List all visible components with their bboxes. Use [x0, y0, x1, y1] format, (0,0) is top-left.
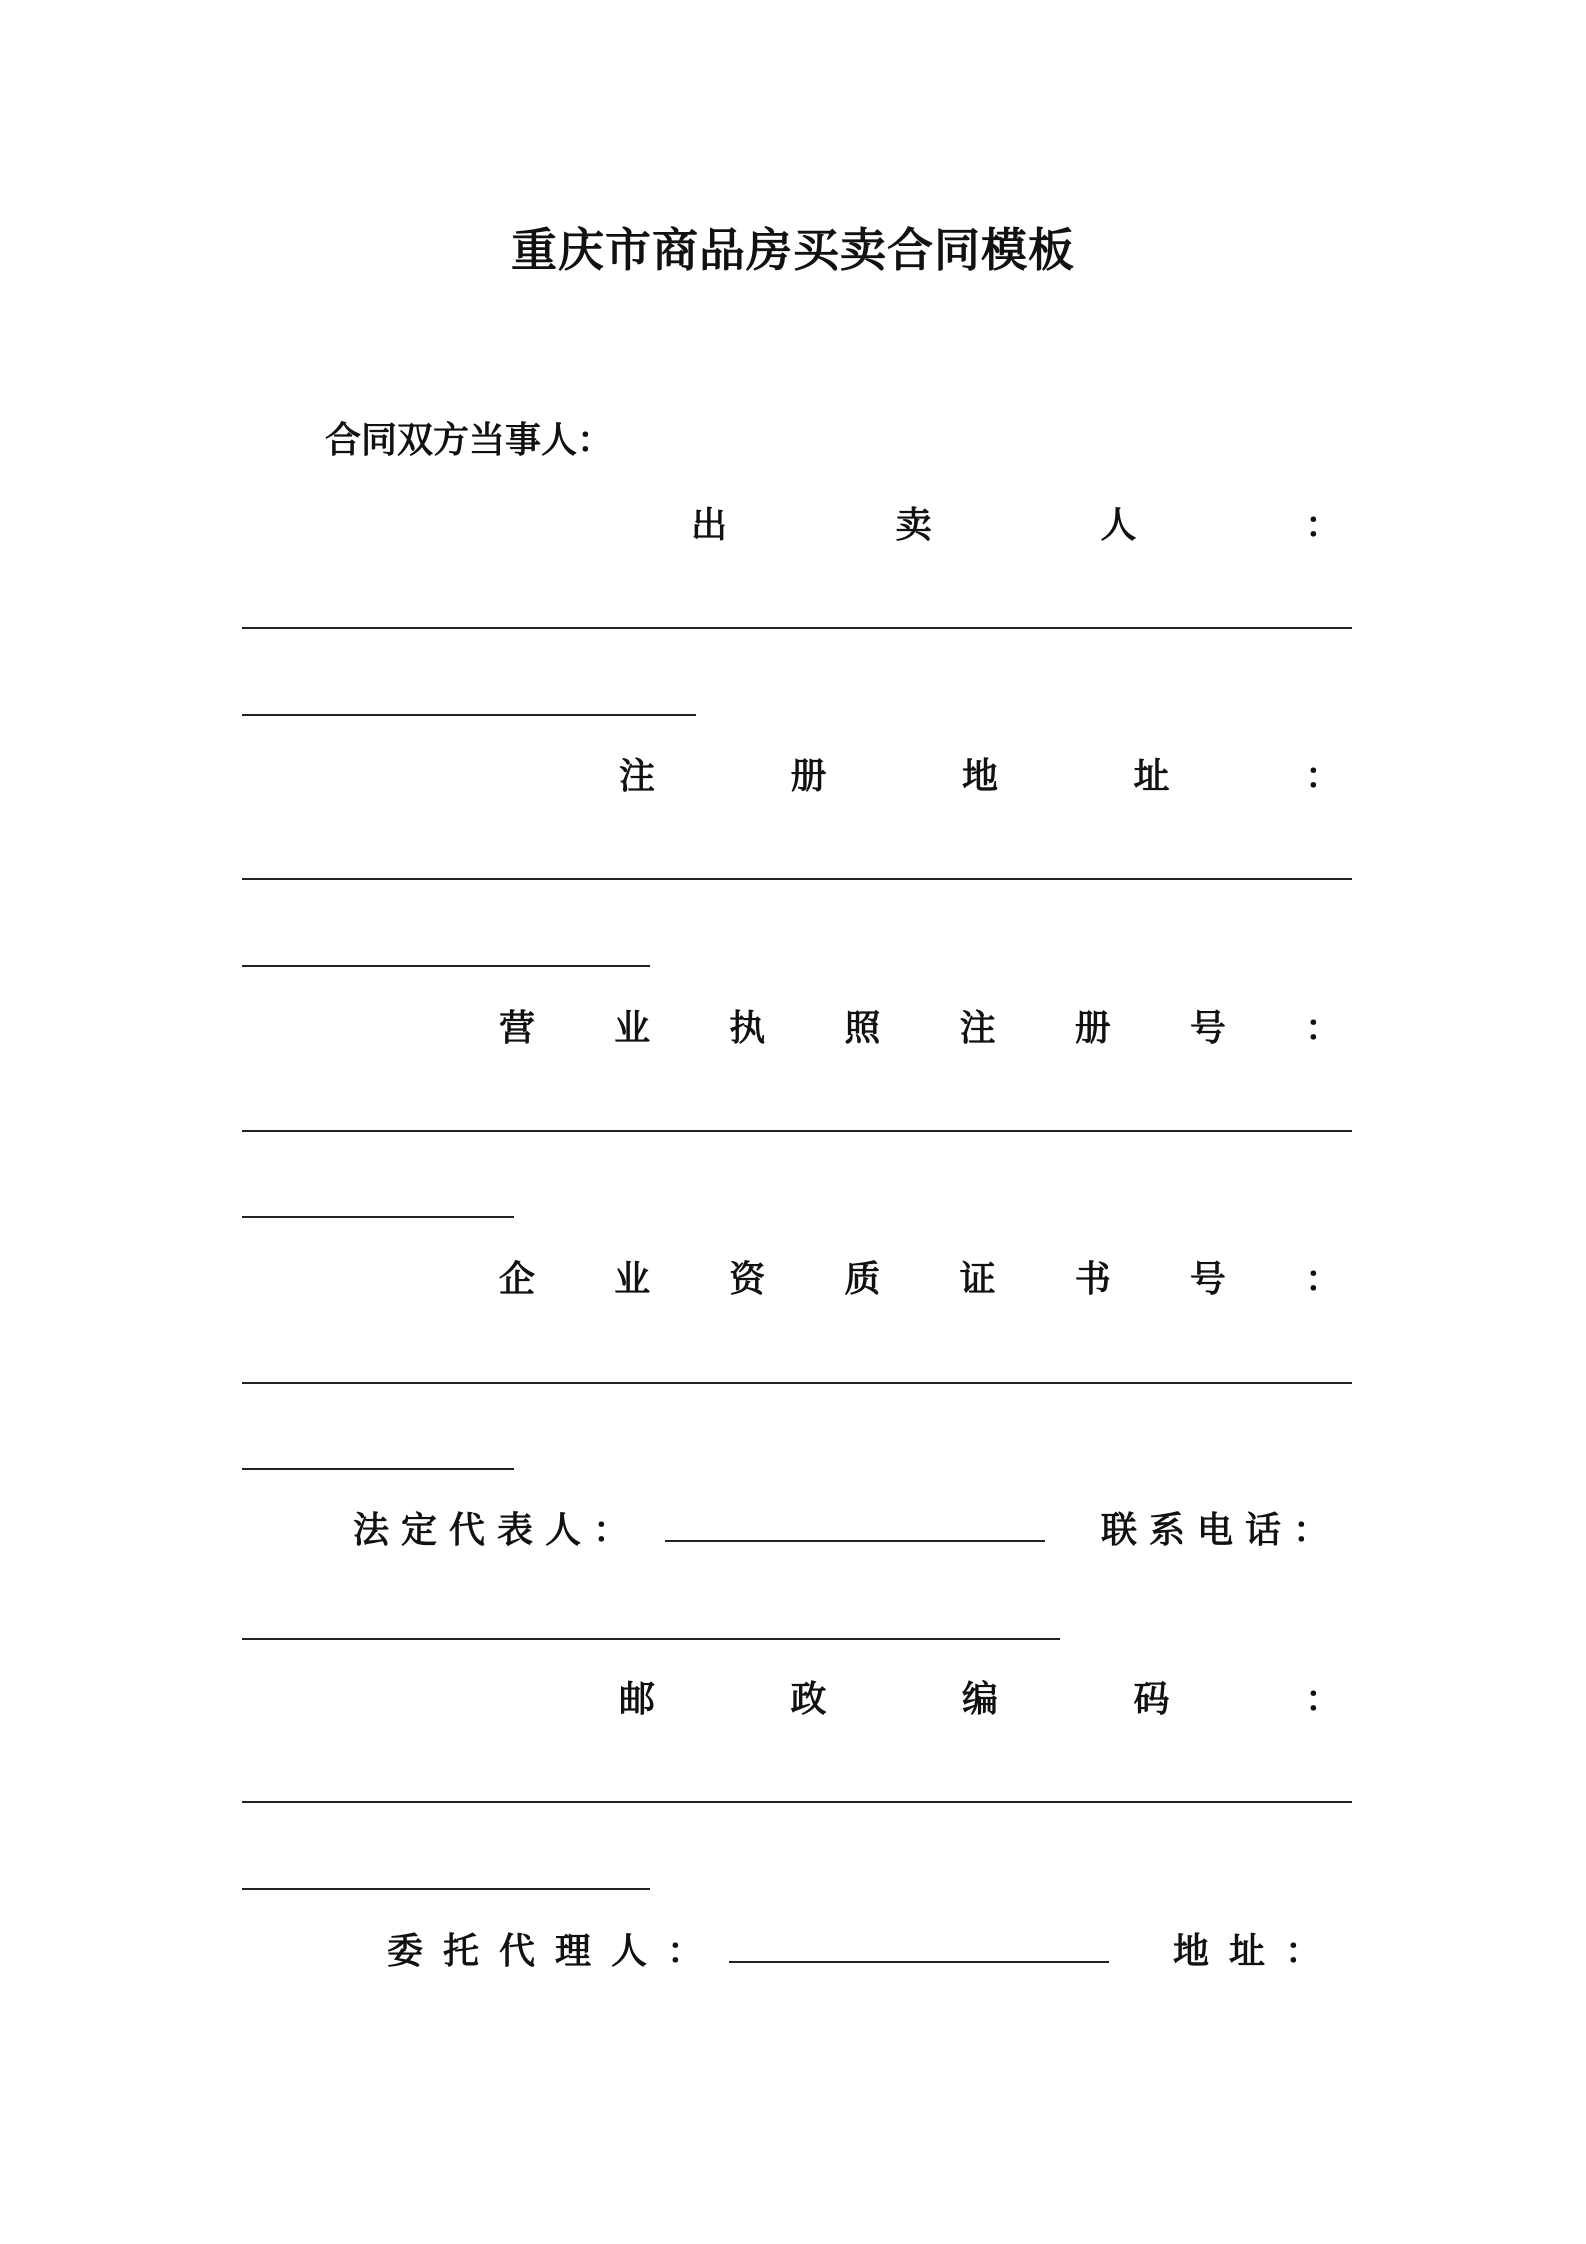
qualification-label-char: 质 — [844, 1259, 881, 1300]
qualification-label-char: 业 — [614, 1259, 651, 1300]
license-label-char: 业 — [614, 1008, 651, 1049]
qualification-label-char: 资 — [729, 1259, 766, 1300]
registered-address-fill-line — [242, 878, 1352, 880]
qualification-label-char: ： — [1304, 1259, 1341, 1300]
qualification-certificate-number-label — [499, 1251, 1341, 1302]
legal-representative-label: 法定代表人： — [352, 1510, 641, 1551]
registered-address-fill-line-continued — [242, 965, 650, 967]
address-label-char: 址 — [1133, 756, 1170, 797]
postal-code-fill-line — [242, 1801, 1352, 1803]
authorized-agent-blank — [729, 1961, 1109, 1963]
seller-fill-line — [242, 627, 1352, 629]
agent-address-label: 地址： — [1172, 1931, 1341, 1972]
qualification-label-char: 号 — [1189, 1259, 1226, 1300]
parties-heading: 合同双方当事人： — [325, 420, 614, 461]
authorized-agent-row — [387, 1923, 1341, 1974]
postal-label-char: 编 — [961, 1679, 998, 1720]
document-title: 重庆市商品房买卖合同模板 — [511, 223, 1075, 277]
business-license-number-label — [499, 1000, 1341, 1051]
address-label-char: 册 — [790, 756, 827, 797]
legal-representative-row — [353, 1502, 1341, 1553]
license-label-char: 注 — [959, 1008, 996, 1049]
postal-code-fill-line-continued — [242, 1888, 650, 1890]
seller-fill-line-continued — [242, 714, 696, 716]
qualification-label-char: 企 — [499, 1259, 536, 1300]
seller-label-char: ： — [1304, 505, 1341, 546]
address-label-char: 注 — [619, 756, 656, 797]
qualification-label-char: 证 — [959, 1259, 996, 1300]
postal-code-label — [619, 1671, 1341, 1722]
postal-label-char: 码 — [1133, 1679, 1170, 1720]
registered-address-label — [619, 748, 1341, 799]
qualification-fill-line — [242, 1382, 1352, 1384]
business-license-fill-line — [242, 1130, 1352, 1132]
license-label-char: 营 — [499, 1008, 536, 1049]
qualification-fill-line-continued — [242, 1468, 514, 1470]
authorized-agent-label: 委托代理人： — [386, 1931, 723, 1972]
license-label-char: 执 — [729, 1008, 766, 1049]
postal-label-char: 政 — [790, 1679, 827, 1720]
license-label-char: 号 — [1189, 1008, 1226, 1049]
legal-representative-blank — [665, 1540, 1045, 1542]
seller-label-char: 出 — [691, 505, 728, 546]
license-label-char: 册 — [1074, 1008, 1111, 1049]
seller-label-char: 卖 — [895, 505, 932, 546]
contact-phone-label: 联系电话： — [1100, 1510, 1341, 1551]
seller-label-char: 人 — [1100, 505, 1137, 546]
seller-label — [691, 497, 1341, 548]
business-license-fill-line-continued — [242, 1216, 514, 1218]
address-label-char: ： — [1304, 756, 1341, 797]
contact-phone-fill-line — [242, 1638, 1060, 1640]
address-label-char: 地 — [961, 756, 998, 797]
license-label-char: 照 — [844, 1008, 881, 1049]
license-label-char: ： — [1304, 1008, 1341, 1049]
postal-label-char: 邮 — [619, 1679, 656, 1720]
postal-label-char: ： — [1304, 1679, 1341, 1720]
qualification-label-char: 书 — [1074, 1259, 1111, 1300]
